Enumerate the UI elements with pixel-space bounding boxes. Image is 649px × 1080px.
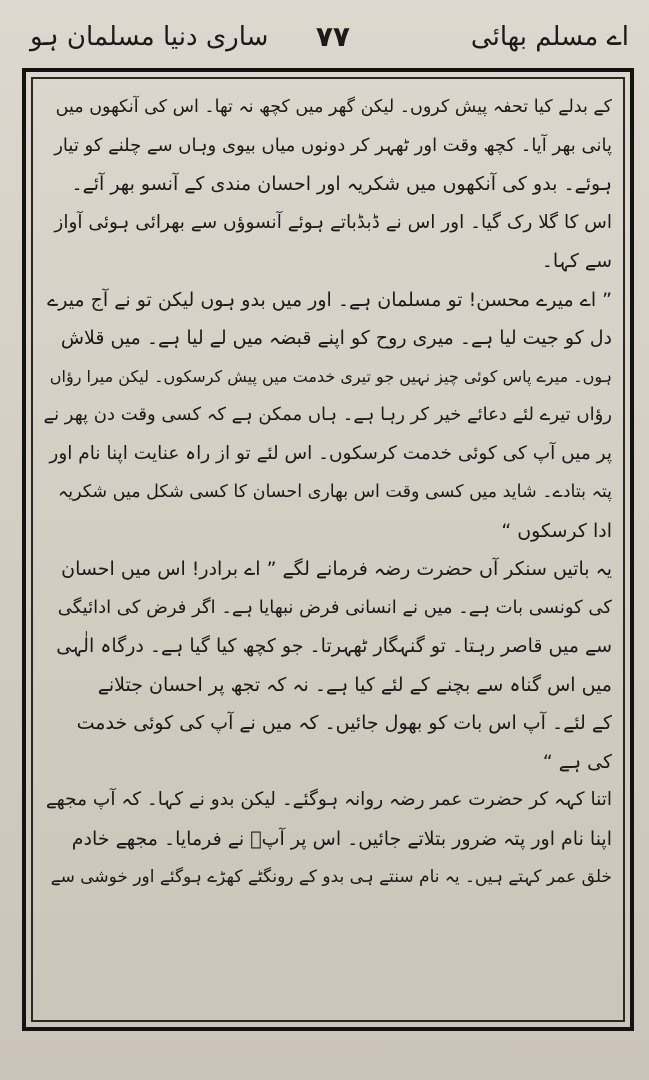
text-line: سے میں قاصر رہتا۔ تو گنہگار ٹھہرتا۔ جو کچھ کیا گیا ہے۔ درگاہ الٰہی — [56, 635, 612, 657]
book-title: اے مسلم بھائی — [470, 22, 629, 52]
running-head — [30, 14, 629, 60]
text-line: یہ باتیں سنکر آں حضرت رضہ فرمانے لگے ” اے برادر! اس میں احسان — [61, 558, 612, 580]
body-text — [44, 88, 612, 1013]
text-line: پانی بھر آیا۔ کچھ وقت اور ٹھہر کر دونوں میاں بیوی وہاں سے چلنے کو تیار — [54, 134, 612, 156]
text-line: اس کا گلا رک گیا۔ اور اس نے ڈبڈباتے ہوئے آنسوؤں سے بھرائی ہوئی آواز — [54, 211, 612, 233]
text-line: ہوئے۔ بدو کی آنکھوں میں شکریہ اور احسان مندی کے آنسو بھر آئے۔ — [71, 173, 612, 195]
text-line: کی ہے “ — [542, 750, 612, 773]
text-line: کی کونسی بات ہے۔ میں نے انسانی فرض نبھایا ہے۔ اگر فرض کی ادائیگی — [57, 596, 612, 618]
text-line: کے بدلے کیا تحفہ پیش کروں۔ لیکن گھر میں کچھ نہ تھا۔ اس کی آنکھوں میں — [55, 97, 612, 117]
text-line: ادا کرسکوں “ — [501, 519, 612, 542]
text-line: رؤاں تیرے لئے دعائے خیر کر رہا ہے۔ ہاں ممکن ہے کہ کسی وقت دن پھر نے — [44, 404, 612, 425]
text-line: خلق عمر کہتے ہیں۔ یہ نام سنتے ہی بدو کے رونگٹے کھڑے ہوگئے اور خوشی سے — [50, 867, 612, 887]
chapter-title: ساری دنیا مسلمان ہو — [30, 22, 269, 52]
page-number: ۷۷ — [315, 20, 351, 53]
text-line: پر میں آپ کی کوئی خدمت کرسکوں۔ اس لئے تو از راہ عنایت اپنا نام اور — [49, 442, 612, 464]
text-line: اپنا نام اور پتہ ضرور بتلاتے جائیں۔ اس پر آپؓ نے فرمایا۔ مجھے خادم — [71, 827, 612, 850]
text-line: میں اس گناہ سے بچنے کے لئے کیا ہے۔ نہ کہ تجھ پر احسان جتلانے — [97, 673, 612, 696]
text-line: ” اے میرے محسن! تو مسلمان ہے۔ اور میں بدو ہوں لیکن تو نے آج میرے — [47, 288, 612, 311]
text-line: پتہ بتادے۔ شاید میں کسی وقت اس بھاری احسان کا کسی شکل میں شکریہ — [57, 482, 612, 502]
text-line: اتنا کہہ کر حضرت عمر رضہ روانہ ہوگئے۔ لیکن بدو نے کہا۔ کہ آپ مجھے — [45, 789, 612, 810]
text-line: دل کو جیت لیا ہے۔ میری روح کو اپنے قبضہ میں لے لیا ہے۔ میں قلاش — [60, 327, 612, 349]
text-line: سے کہا۔ — [541, 250, 612, 272]
text-line: کے لئے۔ آپ اس بات کو بھول جائیں۔ کہ میں نے آپ کی کوئی خدمت — [76, 712, 612, 734]
text-line: ہوں۔ میرے پاس کوئی چیز نہیں جو تیری خدمت میں پیش کرسکوں۔ لیکن میرا رؤاں — [49, 366, 612, 386]
